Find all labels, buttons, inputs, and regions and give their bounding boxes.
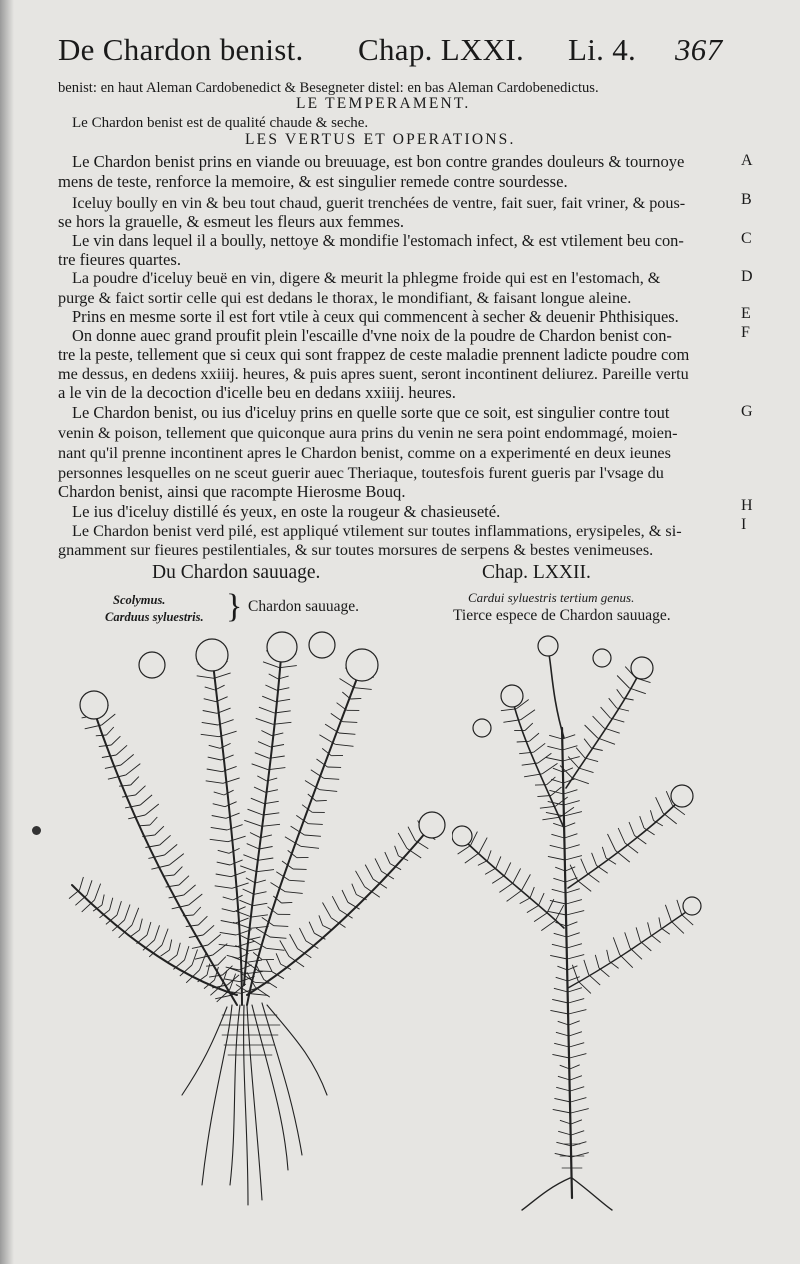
text-line: personnes lesquelles on ne sceut guerir auec Theriaque, toutesfois furent gueris par l'vsage du — [58, 464, 664, 482]
text-line: Le Chardon benist, ou ius d'iceluy prins en quelle sorte que ce soit, est singulier contre tout — [72, 403, 670, 422]
text-line: Prins en mesme sorte il est fort vtile à ceux qui commencent à secher & deuenir Phthisiques. — [72, 307, 679, 326]
ink-spot — [32, 826, 41, 835]
brace: } — [226, 588, 243, 625]
right-chapter-title: Chap. LXXII. — [482, 562, 591, 583]
text-line: se hors la grauelle, & esmeut les fleurs aux femmes. — [58, 212, 405, 231]
page-edge-shadow — [0, 0, 14, 1264]
header-title: De Chardon benist. — [58, 32, 304, 67]
text-line: Iceluy boully en vin & beu tout chaud, guerit trenchées de ventre, fait suer, fait vriner, & pous- — [72, 194, 686, 212]
margin-letter: I — [741, 516, 747, 533]
text-line: Le Chardon benist verd pilé, est appliqué vtilement sur toutes inflammations, erysipeles, & si- — [72, 522, 682, 540]
text-line: Le vin dans lequel il a boully, nettoye & mondifie l'estomach infect, & est vtilement beu con- — [72, 231, 684, 250]
text-line: gnamment sur fieures pestilentiales, & sur toutes morsures de serpens & bestes venimeuses. — [58, 541, 654, 559]
text-line: Le Chardon benist prins en viande ou breuuage, est bon contre grandes douleurs & tournoye — [72, 152, 685, 171]
header-chapter: Chap. LXXI. — [358, 32, 525, 67]
text-line: venin & poison, tellement que quiconque aura prins du venin ne sera point endommagé, moien- — [58, 424, 678, 442]
left-figure-name: Chardon sauuage. — [248, 598, 360, 615]
text-line: mens de teste, renforce la memoire, & est singulier remede contre sourdesse. — [58, 172, 568, 191]
margin-letter: F — [741, 324, 750, 341]
margin-letter: H — [741, 497, 753, 514]
temperament-heading: LE TEMPERAMENT. — [296, 95, 471, 112]
text-line: Le ius d'iceluy distillé és yeux, en oste la rougeur & chasieuseté. — [72, 502, 501, 521]
right-latin-name: Cardui syluestris tertium genus. — [468, 590, 635, 605]
margin-letter: C — [741, 230, 752, 247]
left-figure-title: Du Chardon sauuage. — [152, 562, 321, 583]
text-line: On donne auec grand proufit plein l'escaille d'vne noix de la poudre de Chardon benist con- — [72, 326, 672, 345]
margin-letter: D — [741, 268, 753, 285]
text-line: tre la peste, tellement que si ceux qui sont frappez de ceste maladie prennent ladicte poudre com — [58, 345, 690, 364]
right-figure-name: Tierce espece de Chardon sauuage. — [453, 607, 671, 624]
text-line: La poudre d'iceluy beuë en vin, digere & meurit la phlegme froide qui est en l'estomach, & — [72, 269, 661, 287]
synonym: Carduus syluestris. — [105, 610, 204, 624]
text-line: me dessus, en dedens xxiiij. heures, & puis apres suent, seront incontinent deliurez. Pareille vertu — [58, 365, 689, 383]
synonym: Scolymus. — [113, 593, 166, 607]
text-line: Chardon benist, ainsi que racompte Hierosme Bouq. — [58, 482, 406, 501]
names-line: benist: en haut Aleman Cardobenedict & Besegneter distel: en bas Aleman Cardobenedictus. — [58, 80, 599, 96]
margin-letter: A — [741, 152, 753, 169]
third-thistle-woodcut — [452, 628, 712, 1213]
wild-thistle-woodcut — [52, 625, 447, 1210]
margin-letter: B — [741, 191, 752, 208]
margin-letter: E — [741, 305, 751, 322]
virtues-heading: LES VERTUS ET OPERATIONS. — [245, 131, 516, 148]
temperament-text: Le Chardon benist est de qualité chaude & seche. — [72, 115, 369, 131]
text-line: nant qu'il prenne incontinent apres le Chardon benist, comme on a experimenté en deux ieunes — [58, 444, 671, 462]
margin-letter: G — [741, 403, 753, 420]
running-header — [58, 26, 748, 76]
text-line: purge & faict sortir celle qui est dedans le thorax, le mondifiant, & faisant longue aleine. — [58, 289, 632, 307]
page-number: 367 — [675, 32, 723, 67]
text-line: tre fieures quartes. — [58, 250, 182, 269]
text-line: a le vin de la decoction d'icelle beu en dedans xxiiij. heures. — [58, 383, 456, 402]
header-book: Li. 4. — [568, 32, 637, 67]
